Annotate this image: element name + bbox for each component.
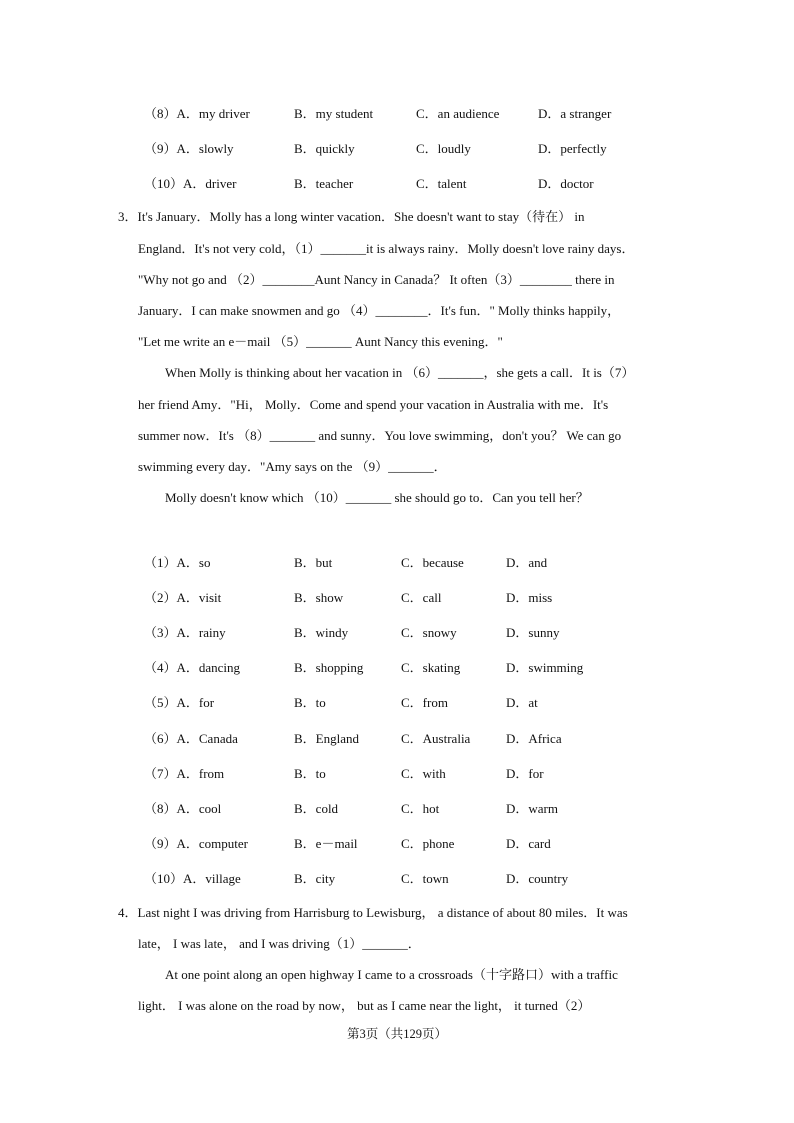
option-d: D．miss <box>506 590 553 605</box>
option-d: D．at <box>506 695 538 710</box>
option-c: C．with <box>401 766 446 781</box>
q3-line-8: summer now．It's （8）_______ and sunny．You love swimming，don't you？ We can go <box>138 428 622 443</box>
option-c: C．loudly <box>416 141 471 156</box>
option-b: B．cold <box>294 801 339 816</box>
option-a: （7）A．from <box>144 766 225 781</box>
option-d: D．for <box>506 766 544 781</box>
option-b: B．England <box>294 731 359 746</box>
option-b: B．to <box>294 766 326 781</box>
option-c: C．phone <box>401 836 455 851</box>
option-d: D．country <box>506 871 569 886</box>
option-d: D．swimming <box>506 660 584 675</box>
option-a: （6）A．Canada <box>144 731 238 746</box>
option-a: （8）A．my driver <box>144 106 250 121</box>
q3-line-2: England．It's not very cold，（1）_______it is always rainy．Molly doesn't love rainy days． <box>138 241 635 256</box>
option-d: D．perfectly <box>538 141 607 156</box>
option-c: C．call <box>401 590 442 605</box>
option-d: D．and <box>506 555 548 570</box>
page-footer: 第3页（共129页） <box>346 1027 447 1041</box>
q3-line-3: "Why not go and （2）________Aunt Nancy in Canada？ It often（3）________ there in <box>138 272 615 287</box>
option-b: B．to <box>294 695 326 710</box>
option-c: C．Australia <box>401 731 471 746</box>
q4-line-4: light． I was alone on the road by now， but as I came near the light， it turned（2） <box>138 998 591 1013</box>
option-b: B．city <box>294 871 336 886</box>
option-d: D．warm <box>506 801 558 816</box>
option-c: C．an audience <box>416 106 500 121</box>
option-a: （1）A．so <box>144 555 211 570</box>
option-c: C．from <box>401 695 448 710</box>
q3-line-7: her friend Amy．"Hi， Molly．Come and spend your vacation in Australia with me．It's <box>138 397 609 412</box>
option-b: B．but <box>294 555 333 570</box>
option-a: （3）A．rainy <box>144 625 226 640</box>
q4-line-1: 4．Last night I was driving from Harrisburg to Lewisburg， a distance of about 80 miles．It was <box>118 905 628 920</box>
option-b: B．e－mail <box>294 836 358 851</box>
q3-line-10: Molly doesn't know which （10）_______ she should go to．Can you tell her？ <box>165 490 589 505</box>
option-b: B．show <box>294 590 344 605</box>
option-a: （10）A．village <box>144 871 241 886</box>
option-d: D．sunny <box>506 625 560 640</box>
q3-line-5: "Let me write an e－mail （5）_______ Aunt Nancy this evening．" <box>138 334 503 349</box>
option-d: D．card <box>506 836 551 851</box>
option-c: C．snowy <box>401 625 457 640</box>
option-b: B．quickly <box>294 141 355 156</box>
option-a: （5）A．for <box>144 695 215 710</box>
q3-line-6: When Molly is thinking about her vacation in （6）_______，she gets a call．It is（7） <box>165 365 635 380</box>
option-b: B．shopping <box>294 660 364 675</box>
option-d: D．a stranger <box>538 106 612 121</box>
option-a: （8）A．cool <box>144 801 222 816</box>
option-b: B．windy <box>294 625 349 640</box>
option-c: C．hot <box>401 801 440 816</box>
option-d: D．Africa <box>506 731 562 746</box>
option-a: （10）A．driver <box>144 176 237 191</box>
q3-line-4: January．I can make snowmen and go （4）________．It's fun．" Molly thinks happily， <box>138 303 621 318</box>
option-c: C．because <box>401 555 464 570</box>
option-a: （2）A．visit <box>144 590 222 605</box>
option-c: C．town <box>401 871 449 886</box>
option-c: C．skating <box>401 660 461 675</box>
q4-line-3: At one point along an open highway I came to a crossroads（十字路口）with a traffic <box>165 967 618 982</box>
q3-line-9: swimming every day．"Amy says on the （9）_______． <box>138 459 447 474</box>
option-b: B．my student <box>294 106 374 121</box>
option-b: B．teacher <box>294 176 354 191</box>
option-a: （9）A．computer <box>144 836 248 851</box>
q4-line-2: late， I was late， and I was driving（1）_______． <box>138 936 421 951</box>
option-a: （4）A．dancing <box>144 660 241 675</box>
option-c: C．talent <box>416 176 467 191</box>
option-a: （9）A．slowly <box>144 141 234 156</box>
q3-line-1: 3．It's January．Molly has a long winter vacation．She doesn't want to stay（待在） in <box>118 209 585 224</box>
option-d: D．doctor <box>538 176 594 191</box>
